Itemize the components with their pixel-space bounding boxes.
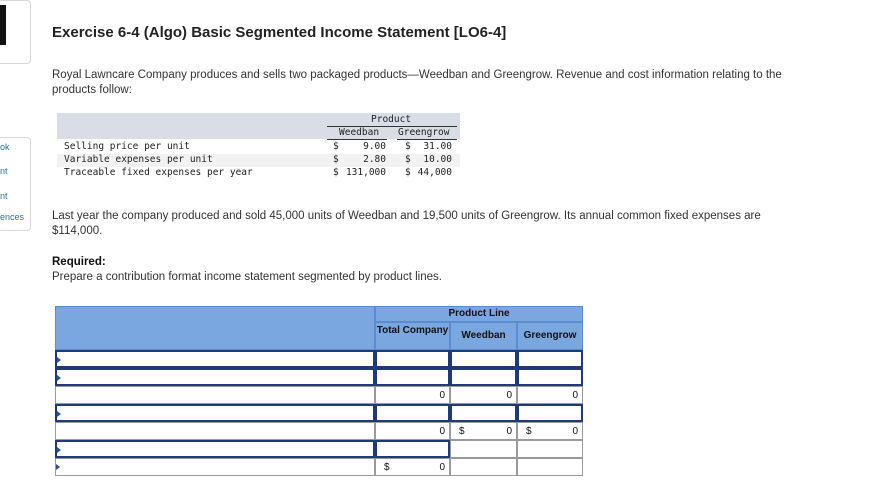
row-2-greengrow-input[interactable] [517,368,583,386]
row-value: 131,000 [345,167,386,178]
row-3-greengrow [517,386,583,404]
row-1-label-input[interactable] [55,350,375,368]
row-value: 2.80 [363,154,386,165]
greengrow-header: Greengrow [517,322,583,350]
row-sym: $ [405,167,411,178]
income-statement-grid [55,306,583,476]
row-5-weedban [450,422,517,440]
row-4-weedban-input[interactable] [450,404,517,422]
col1-rule [327,139,387,140]
row-value: 10.00 [423,154,452,165]
row-4-greengrow-input[interactable] [517,404,583,422]
page-title: Exercise 6-4 (Algo) Basic Segmented Income Statement [LO6-4] [52,24,507,41]
row-5-greengrow [517,422,583,440]
row-3-weedban-value: 0 [506,390,512,401]
row-3-weedban [450,386,517,404]
sidebar-item-4[interactable]: ences [0,212,25,222]
row-4-label-input[interactable] [55,404,375,422]
grid-header-blank [55,306,375,350]
product-line-header: Product Line [375,306,583,322]
row-5-label [55,422,375,440]
row-3-greengrow-value: 0 [572,390,578,401]
row-3-total [375,386,450,404]
row-5-total [375,422,450,440]
row-5-total-value: 0 [439,426,445,437]
row-5-weedban-value: 0 [506,426,512,437]
row-7-total [375,458,450,476]
info-row [57,154,460,167]
row-7-greengrow-blank [517,458,583,476]
dollar-sign: $ [459,426,465,437]
row-value: 31.00 [423,141,452,152]
sidebar-top-panel [0,0,31,64]
row-6-label-input[interactable] [55,440,375,458]
row-label: Selling price per unit [64,141,190,152]
row-value: 9.00 [363,141,386,152]
row-4-total-input[interactable] [375,404,450,422]
row-1-greengrow-input[interactable] [517,350,583,368]
info-row [57,167,460,180]
row-3-label [55,386,375,404]
row-6-total-input[interactable] [375,440,450,458]
weedban-header: Weedban [450,322,517,350]
row-sym: $ [333,167,339,178]
row-sym: $ [405,141,411,152]
row-7-weedban-blank [450,458,517,476]
required-label: Required: [52,256,106,268]
required-text: Prepare a contribution format income statement segmented by product lines. [52,271,442,283]
row-3-total-value: 0 [439,390,445,401]
row-label: Traceable fixed expenses per year [64,167,253,178]
row-sym: $ [333,154,339,165]
col2-rule [397,139,457,140]
row-6-greengrow-blank [517,440,583,458]
dollar-sign: $ [526,426,532,437]
product-info-table [57,113,460,183]
row-value: 44,000 [417,167,452,178]
info-row [57,141,460,154]
row-6-weedban-blank [450,440,517,458]
info-col-greengrow: Greengrow [398,127,450,138]
row-2-total-input[interactable] [375,368,450,386]
sidebar-item-1[interactable]: ok [0,142,10,152]
sidebar-item-3[interactable]: nt [0,191,8,201]
production-text: Last year the company produced and sold 45,000 units of Weedban and 19,500 units of Greengrow. Its annual common fixed expenses are $114,000. [52,210,761,237]
row-2-weedban-input[interactable] [450,368,517,386]
total-company-header: Total Company [375,322,450,350]
row-1-total-input[interactable] [375,350,450,368]
row-sym: $ [405,154,411,165]
row-7-label-input[interactable] [55,458,375,476]
row-2-label-input[interactable] [55,368,375,386]
intro-text: Royal Lawncare Company produces and sells two packaged products—Weedban and Greengrow. Revenue and cost information relating to the products follow: [52,69,782,96]
sidebar [0,0,30,496]
info-group-header: Product [371,114,412,125]
row-7-total-value: 0 [439,462,445,473]
row-sym: $ [333,141,339,152]
sidebar-item-2[interactable]: nt [0,166,8,176]
info-col-weedban: Weedban [339,127,380,138]
row-1-weedban-input[interactable] [450,350,517,368]
sidebar-marker [0,5,6,45]
row-label: Variable expenses per unit [64,154,213,165]
dollar-sign: $ [384,462,390,473]
row-5-greengrow-value: 0 [572,426,578,437]
